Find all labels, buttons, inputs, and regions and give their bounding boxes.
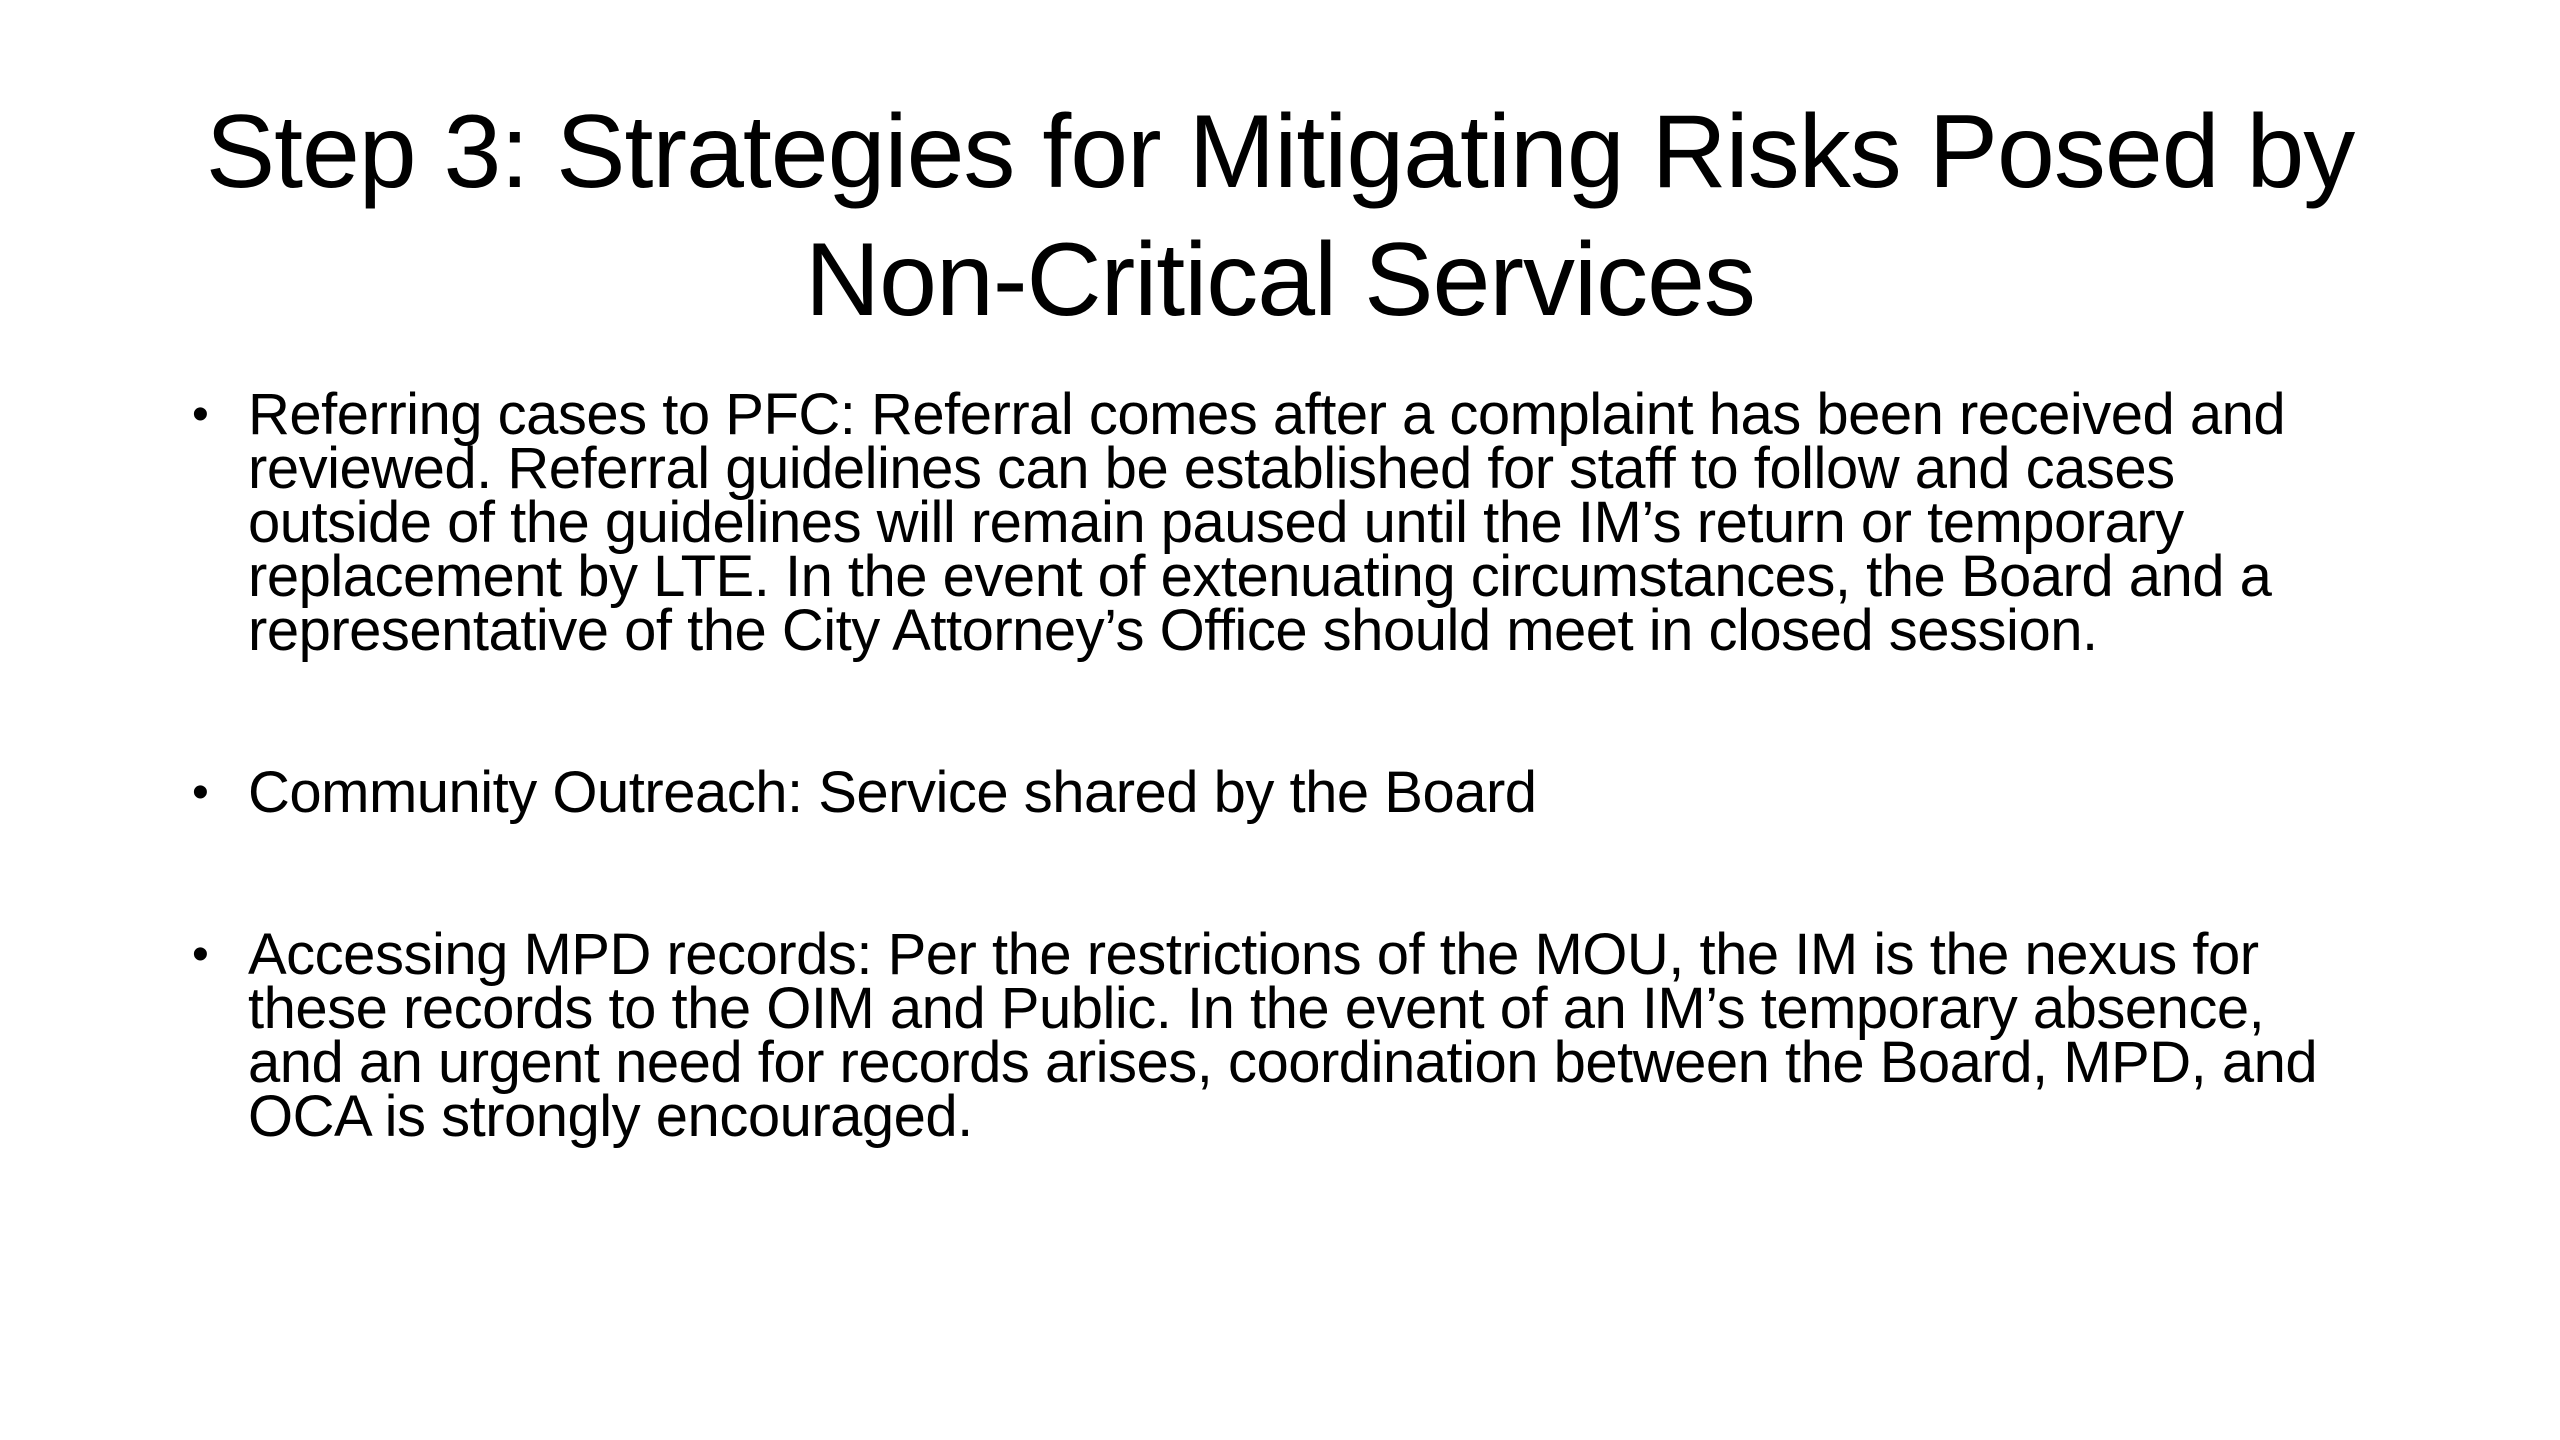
bullet-text: Accessing MPD records: Per the restrictions of the MOU, the IM is the nexus for these records to the OIM and Public. In the event of an IM’s temporary absence, and an urgent need for records arises, coordination between the Board, MPD, and OCA is strongly encouraged. — [248, 922, 2318, 1149]
bullet-dot-icon: • — [192, 388, 209, 441]
bullet-text: Referring cases to PFC: Referral comes after a complaint has been received and reviewed. Referral guidelines can be established for staff to follow and cases outside of the guidelines will remain paused until the IM’s return or temporary replacement by LTE. In the event of extenuating circumstances, the Board and a representative of the City Attorney’s Office should meet in closed session. — [248, 382, 2286, 663]
bullet-text: Community Outreach: Service shared by the Board — [248, 760, 1537, 825]
bullet-dot-icon: • — [192, 928, 209, 981]
bullet-list — [190, 382, 2370, 1149]
bullet-dot-icon: • — [192, 766, 209, 819]
bullet-item-referring-cases — [190, 382, 2370, 663]
bullet-item-community-outreach — [190, 760, 2370, 825]
bullet-item-accessing-mpd-records — [190, 922, 2370, 1149]
slide-title: Step 3: Strategies for Mitigating Risks Posed by Non-Critical Services — [205, 94, 2355, 338]
